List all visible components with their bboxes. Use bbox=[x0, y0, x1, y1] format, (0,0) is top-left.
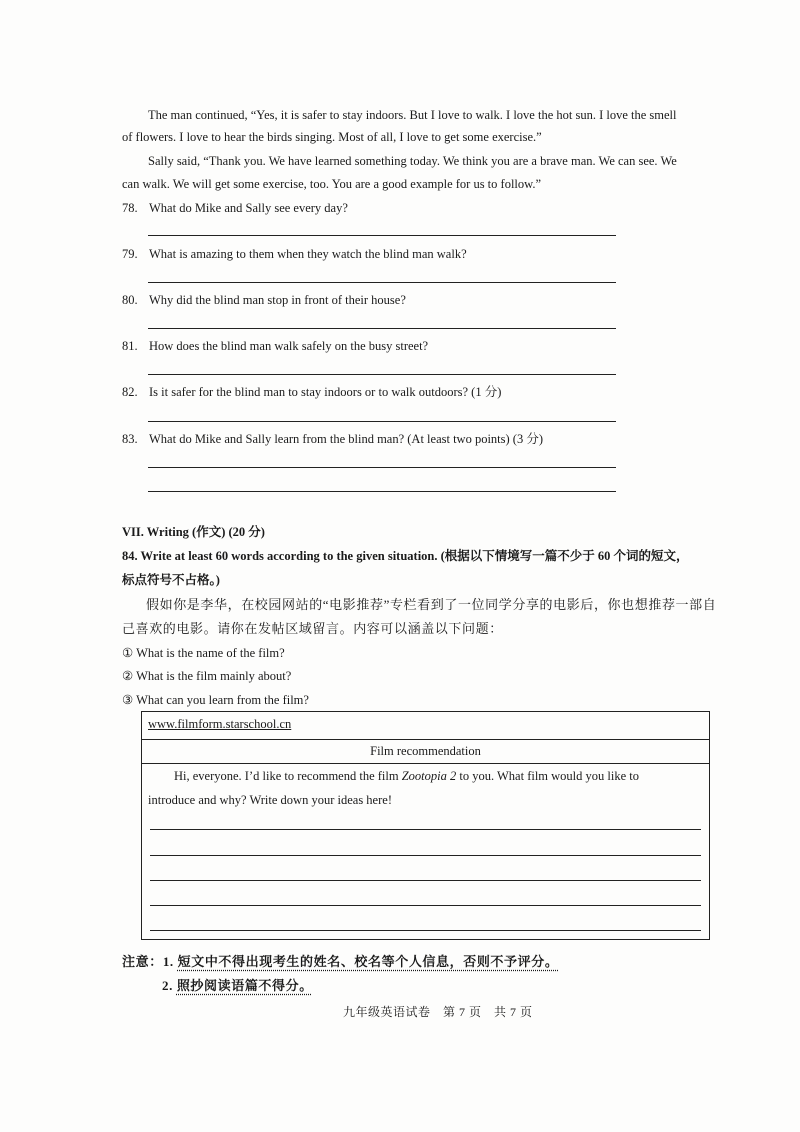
question-text: What do Mike and Sally see every day? bbox=[149, 201, 348, 215]
passage-line-2: of flowers. I love to hear the birds singing. Most of all, I love to get some exercise.” bbox=[122, 130, 542, 144]
url-row bbox=[142, 712, 709, 740]
question-text: Why did the blind man stop in front of their house? bbox=[149, 293, 406, 307]
question-80 bbox=[122, 291, 406, 309]
writing-line[interactable] bbox=[150, 855, 701, 856]
question-81 bbox=[122, 337, 428, 355]
situation-line-2: 己喜欢的电影。请你在发帖区域留言。内容可以涵盖以下问题： bbox=[122, 621, 503, 636]
answer-line-83b[interactable] bbox=[148, 491, 616, 492]
situation-line-1: 假如你是李华，在校园网站的“电影推荐”专栏看到了一位同学分享的电影后，你也想推荐一部自 bbox=[146, 597, 717, 612]
forum-intro-line-2: introduce and why? Write down your ideas here! bbox=[148, 793, 392, 807]
question-text: How does the blind man walk safely on the busy street? bbox=[149, 339, 429, 353]
forum-post-box bbox=[141, 711, 710, 940]
question-number: 81. bbox=[122, 339, 138, 353]
prompt-2: ② What is the film mainly about? bbox=[122, 669, 292, 683]
question-text: Is it safer for the blind man to stay indoors or to walk outdoors? (1 分) bbox=[149, 385, 502, 399]
answer-line-82[interactable] bbox=[148, 421, 616, 422]
question-number: 83. bbox=[122, 432, 138, 446]
task-instruction-line-2: 标点符号不占格。) bbox=[122, 573, 220, 587]
note-text: 照抄阅读语篇不得分。 bbox=[176, 978, 313, 993]
note-text: 短文中不得出现考生的姓名、校名等个人信息，否则不予评分。 bbox=[177, 954, 559, 969]
question-number: 79. bbox=[122, 247, 138, 261]
answer-line-78[interactable] bbox=[148, 235, 616, 236]
prompt-3: ③ What can you learn from the film? bbox=[122, 693, 309, 707]
answer-line-80[interactable] bbox=[148, 328, 616, 329]
intro-text: Hi, everyone. I’d like to recommend the film bbox=[174, 769, 402, 783]
forum-url: www.filmform.starschool.cn bbox=[148, 717, 292, 731]
forum-title: Film recommendation bbox=[142, 739, 709, 764]
question-number: 82. bbox=[122, 385, 138, 399]
forum-intro-line-1 bbox=[174, 766, 639, 786]
question-78 bbox=[122, 199, 348, 217]
answer-line-83a[interactable] bbox=[148, 467, 616, 468]
note-number: 2. bbox=[162, 978, 177, 993]
question-text: What is amazing to them when they watch the blind man walk? bbox=[149, 247, 467, 261]
passage-line-3: Sally said, “Thank you. We have learned something today. We think you are a brave man. We can see. We bbox=[148, 154, 677, 168]
writing-line[interactable] bbox=[150, 930, 701, 931]
writing-line[interactable] bbox=[150, 905, 701, 906]
question-79 bbox=[122, 245, 467, 263]
note-label: 注意： bbox=[122, 954, 163, 969]
question-82 bbox=[122, 383, 501, 401]
note-1 bbox=[122, 952, 558, 972]
note-number: 1. bbox=[162, 954, 178, 969]
writing-line[interactable] bbox=[150, 829, 701, 830]
writing-line[interactable] bbox=[150, 880, 701, 881]
answer-line-79[interactable] bbox=[148, 282, 616, 283]
question-83 bbox=[122, 430, 543, 448]
film-title: Zootopia 2 bbox=[401, 769, 457, 783]
intro-text: to you. What film would you like to bbox=[456, 769, 639, 783]
question-number: 78. bbox=[122, 201, 138, 215]
question-number: 80. bbox=[122, 293, 138, 307]
passage-line-1: The man continued, “Yes, it is safer to stay indoors. But I love to walk. I love the hot sun. I love the smell bbox=[148, 108, 677, 122]
note-2 bbox=[162, 976, 313, 996]
page-footer: 九年级英语试卷 第 7 页 共 7 页 bbox=[343, 1005, 533, 1019]
passage-line-4: can walk. We will get some exercise, too. You are a good example for us to follow.” bbox=[122, 177, 542, 191]
prompt-1: ① What is the name of the film? bbox=[122, 646, 285, 660]
task-instruction-line-1: 84. Write at least 60 words according to the given situation. (根据以下情境写一篇不少于 60 个词的短文， bbox=[122, 549, 689, 563]
section-heading: VII. Writing (作文) (20 分) bbox=[122, 525, 265, 539]
question-text: What do Mike and Sally learn from the blind man? (At least two points) (3 分) bbox=[149, 432, 544, 446]
answer-line-81[interactable] bbox=[148, 374, 616, 375]
